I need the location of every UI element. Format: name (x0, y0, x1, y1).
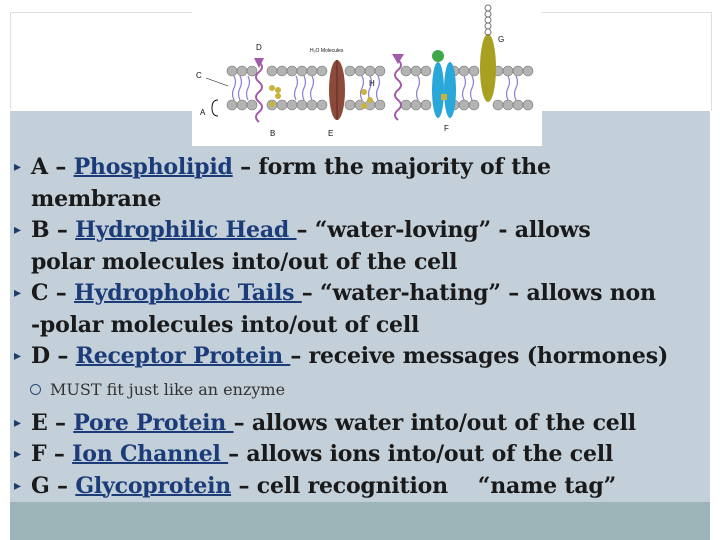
term-pore-protein: Pore Protein (73, 409, 234, 436)
glycoprotein-icon (480, 5, 496, 102)
bullet-b: ▸ B – Hydrophilic Head – “water-loving” - allows polar molecules into/out of the cell (14, 215, 714, 278)
diagram-label-c: C (196, 71, 202, 80)
diagram-label-f: F (444, 124, 449, 133)
ion-channel-icon (432, 50, 456, 118)
bullet-list (14, 152, 714, 502)
bullet-letter: F (31, 441, 47, 467)
term-phospholipid: Phospholipid (73, 154, 233, 180)
bullet-d: ▸ D – Receptor Protein – receive messages (hormones) (14, 341, 714, 373)
bullet-continuation: membrane (31, 185, 162, 212)
circle-bullet-icon (30, 384, 41, 395)
bullet-marker-icon: ▸ (14, 159, 21, 175)
term-ion-channel: Ion Channel (72, 441, 229, 467)
diagram-label-e: E (328, 129, 334, 138)
bullet-e: ▸ E – Pore Protein – allows water into/out of the cell (14, 408, 714, 440)
term-hydrophilic-head: Hydrophilic Head (75, 217, 297, 243)
sub-bullet (14, 375, 714, 405)
diagram-label-d: D (256, 43, 262, 52)
bullet-letter: D (31, 343, 50, 369)
bullet-marker-icon: ▸ (14, 414, 21, 431)
diagram-label-a: A (200, 108, 206, 117)
bullet-letter: G (31, 472, 50, 499)
sub-bullet-text: MUST fit just like an enzyme (50, 379, 286, 399)
bullet-marker-icon: ▸ (14, 348, 21, 364)
bullet-marker-icon: ▸ (14, 285, 21, 301)
diagram-label-water: H₂O Molecules (310, 48, 344, 54)
bullet-g: ▸ G – Glycoprotein – cell recognition “name tag” (14, 471, 714, 503)
bullet-c: ▸ C – Hydrophobic Tails – “water-hating” – allows non -polar molecules into/out of cell (14, 278, 714, 341)
bullet-f: ▸ F – Ion Channel – allows ions into/out of the cell (14, 439, 714, 471)
bullet-letter: B (31, 217, 50, 243)
bullet-letter: E (31, 409, 48, 436)
term-glycoprotein: Glycoprotein (75, 472, 232, 499)
membrane-diagram (192, 0, 542, 146)
bullet-marker-icon: ▸ (14, 477, 21, 494)
diagram-label-h: H (369, 79, 375, 88)
diagram-label-g: G (498, 35, 505, 44)
bullet-marker-icon: ▸ (14, 446, 21, 462)
phospholipid-bilayer-icon (192, 0, 542, 146)
bullet-a: ▸ A – Phospholipid – form the majority of the membrane (14, 152, 714, 215)
diagram-label-b: B (270, 129, 276, 138)
term-receptor-protein: Receptor Protein (75, 343, 291, 369)
bullet-continuation: -polar molecules into/out of cell (31, 311, 420, 338)
bullet-letter: C (31, 280, 49, 306)
footer-band (10, 502, 710, 540)
term-hydrophobic-tails: Hydrophobic Tails (74, 280, 302, 306)
bullet-letter: A (31, 154, 48, 180)
bullet-continuation: polar molecules into/out of the cell (31, 248, 458, 275)
bullet-marker-icon: ▸ (14, 222, 21, 238)
